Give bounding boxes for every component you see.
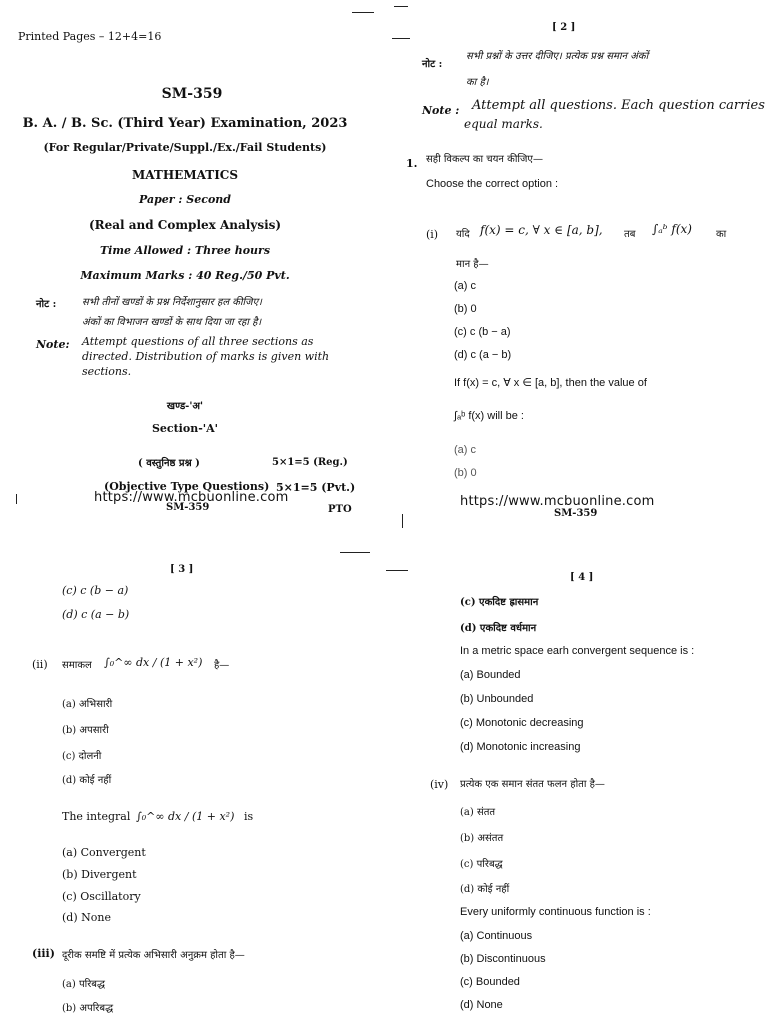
option-iii-en-a: (a) Bounded [460,669,521,681]
option-iv-hi-a: (a) संतत [460,807,496,818]
maximum-marks: Maximum Marks : 40 Reg./50 Pvt. [80,269,290,282]
student-types: (For Regular/Private/Suppl./Ex./Fail Students) [43,141,327,154]
option-ii-hi-c: (c) दोलनी [62,751,102,762]
paper-code: SM-359 [161,86,223,102]
option-i-hi-d: (d) c (a − b) [454,349,512,361]
time-allowed: Time Allowed : Three hours [99,244,271,257]
scan-mark [16,494,17,504]
exam-title: B. A. / B. Sc. (Third Year) Examination, 2023 [22,116,348,131]
paper-topic: (Real and Complex Analysis) [88,218,282,232]
objective-hindi: ( वस्तुनिष्ठ प्रश्न ) [138,458,200,469]
option-ii-hi-b: (b) अपसारी [62,725,109,736]
question-ii-english-integral: ∫₀^∞ dx / (1 + x²) [136,810,235,823]
question-ii-number: (ii) [32,658,48,671]
note-hindi-label: नोट : [36,299,57,310]
question-iii-number: (iii) [32,947,55,960]
option-i-hi-c: (c) c (b − a) [454,326,511,338]
option-iv-en-d: (d) None [460,999,503,1011]
question-ii-english-suffix: is [244,810,254,823]
note-english-label: Note : [422,104,460,117]
note-hindi-label: नोट : [422,59,443,70]
option-iv-en-c: (c) Bounded [460,976,520,988]
page-number: [ 2 ] [552,22,576,33]
website-url: https://www.mcbuonline.com [94,490,289,505]
question-1-number: 1. [406,157,418,170]
footer-paper-code: SM-359 [166,502,210,513]
note-english-label: Note: [36,338,70,351]
option-i-en-a: (a) c [454,444,476,456]
note-english-line-2: equal marks. [464,117,543,131]
page-2 [384,0,768,519]
option-iv-en-a: (a) Continuous [460,930,533,942]
option-iii-hi-b: (b) अपरिबद्ध [62,1003,114,1014]
question-ii-english-prefix: The integral [62,810,131,823]
question-ii-hindi-prefix: समाकल [62,660,92,671]
page-4 [384,512,768,1024]
option-i-en-b: (b) 0 [454,467,477,479]
option-iv-hi-d: (d) कोई नहीं [460,884,510,895]
question-ii-hindi-suffix: है— [214,660,230,671]
note-hindi-line-2: अंकों का विभाजन खण्डों के साथ दिया जा रहा है। [82,317,262,328]
page-number: [ 4 ] [570,572,594,583]
question-iii-hindi: दूरीक समष्टि में प्रत्येक अभिसारी अनुक्रम होता है— [62,950,245,961]
question-i-hindi-then: तब [624,229,636,240]
question-1-hindi: सही विकल्प का चयन कीजिए— [426,154,543,165]
question-i-condition: f(x) = c, ∀ x ∈ [a, b], [480,223,603,237]
option-ii-en-c: (c) Oscillatory [62,890,141,903]
option-iii-en-d: (d) Monotonic increasing [460,741,581,753]
question-i-hindi-suffix: का [716,229,727,240]
question-i-english-line-2: ∫ₐᵇ f(x) will be : [454,410,524,422]
scan-mark [386,570,408,571]
option-i-d: (d) c (a − b) [62,608,130,621]
scan-mark [340,552,370,553]
option-ii-hi-d: (d) कोई नहीं [62,775,112,786]
option-iii-hi-a: (a) परिबद्ध [62,979,106,990]
question-i-number: (i) [426,228,439,241]
option-iv-hi-b: (b) असंतत [460,833,504,844]
note-english-line-1: Attempt all questions. Each question carries [472,98,765,113]
printed-pages: Printed Pages – 12+4=16 [18,30,162,43]
note-english-text: Attempt questions of all three sections as directed. Distribution of marks is given with sections. [82,335,330,378]
note-hindi-line-1: सभी तीनों खण्डों के प्रश्न निर्देशानुसार हल कीजिए। [82,297,262,308]
question-i-hindi-end: मान है— [456,259,489,270]
subject-title: MATHEMATICS [131,168,239,182]
option-iii-hi-c: (c) एकदिष्ट ह्रासमान [460,597,539,608]
note-hindi-line-2: का है। [466,77,489,88]
option-iii-en-c: (c) Monotonic decreasing [460,717,584,729]
question-1-english: Choose the correct option : [426,178,559,190]
note-hindi-line-1: सभी प्रश्नों के उत्तर दीजिए। प्रत्येक प्रश्न समान अंकों [466,51,649,62]
scan-mark [392,38,410,39]
objective-english-marks: 5×1=5 (Pvt.) [276,481,356,494]
option-i-hi-b: (b) 0 [454,303,477,315]
website-url: https://www.mcbuonline.com [460,494,655,509]
option-ii-en-d: (d) None [62,911,111,924]
option-iii-en-b: (b) Unbounded [460,693,534,705]
paper-number: Paper : Second [139,193,231,206]
page-number: [ 3 ] [170,564,194,575]
page-1 [0,0,384,515]
option-iv-hi-c: (c) परिबद्ध [460,859,503,870]
scan-mark [352,12,374,13]
question-i-hindi-prefix: यदि [456,229,470,240]
question-i-english-line-1: If f(x) = c, ∀ x ∈ [a, b], then the value of [454,377,647,389]
scan-mark [394,6,408,7]
question-iv-number: (iv) [430,778,449,791]
page-3 [0,512,384,1024]
option-iv-en-b: (b) Discontinuous [460,953,546,965]
footer-paper-code: SM-359 [554,508,598,519]
question-iv-hindi: प्रत्येक एक समान संतत फलन होता है— [460,779,605,790]
option-ii-hi-a: (a) अभिसारी [62,699,113,710]
question-i-integral: ∫ₐᵇ f(x) [652,222,692,236]
objective-hindi-marks: 5×1=5 (Reg.) [272,457,348,468]
objective-english: (Objective Type Questions) [104,480,270,493]
option-iii-hi-d: (d) एकदिष्ट वर्धमान [460,623,537,634]
option-ii-en-b: (b) Divergent [62,868,137,881]
section-english: Section-'A' [151,422,219,435]
footer-pto: PTO [328,504,352,515]
option-i-hi-a: (a) c [454,280,476,292]
option-ii-en-a: (a) Convergent [62,846,146,859]
question-iii-english: In a metric space earh convergent sequence is : [460,645,695,657]
question-ii-integral: ∫₀^∞ dx / (1 + x²) [104,656,203,669]
question-iv-english: Every uniformly continuous function is : [460,906,651,918]
option-i-c: (c) c (b − a) [62,584,129,597]
section-hindi: खण्ड-'अ' [166,401,204,412]
